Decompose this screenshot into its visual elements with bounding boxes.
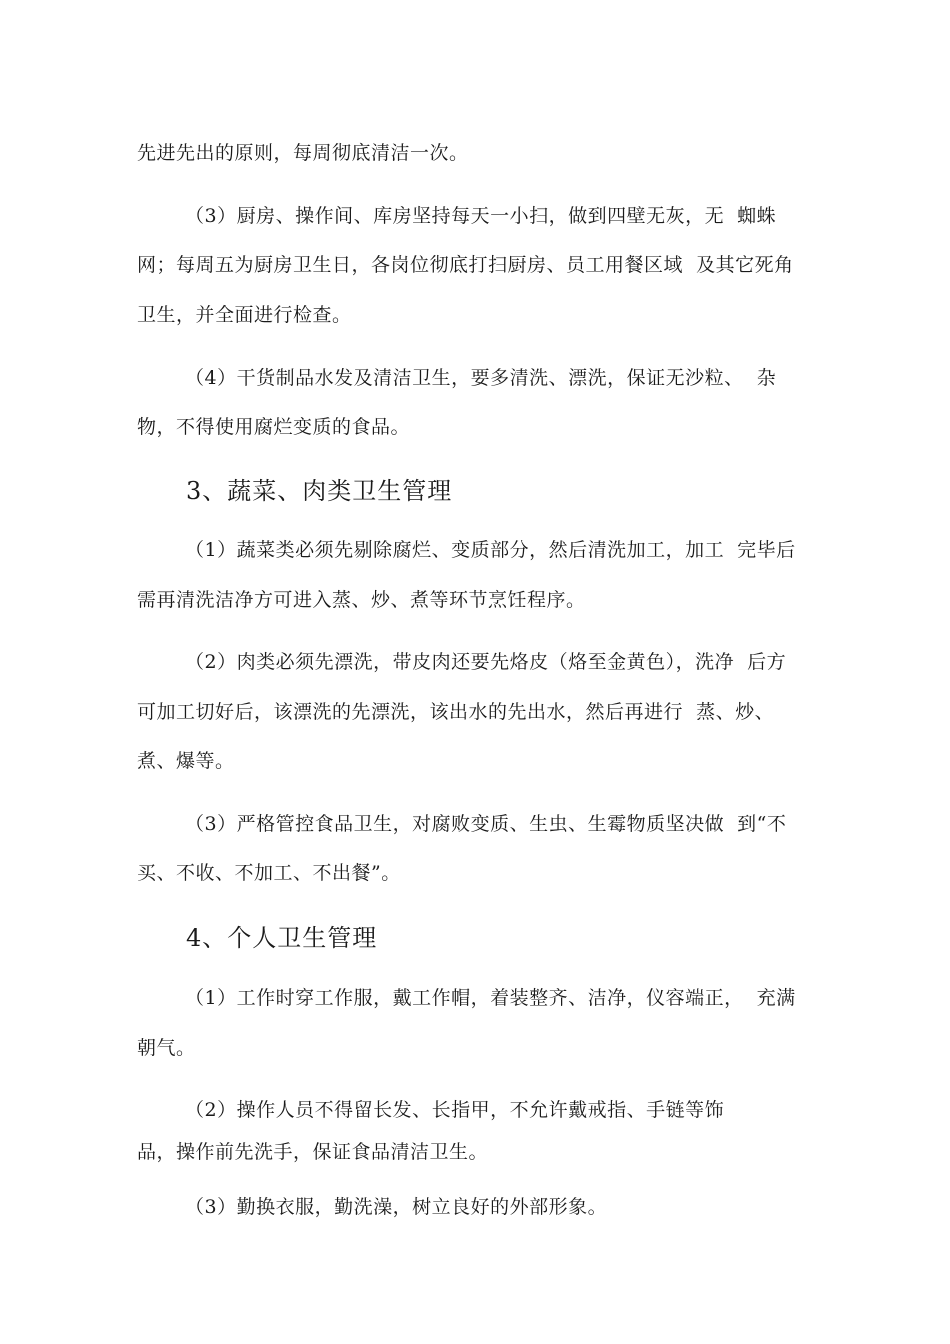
text-line-2: （3）厨房、操作间、库房坚持每天一小扫，做到四壁无灰，无 蜘蛛: [185, 205, 777, 227]
text-line-11: 可加工切好后，该漂洗的先漂洗，该出水的先出水，然后再进行 蒸、炒、: [137, 701, 775, 723]
section-heading-3: 3、蔬菜、肉类卫生管理: [186, 477, 453, 505]
text-line-14: 买、不收、不加工、不出餐”。: [137, 862, 401, 884]
text-line-16: （1）工作时穿工作服，戴工作帽，着装整齐、洁净，仪容端正， 充满: [185, 987, 796, 1009]
text-line-19: 品，操作前先洗手，保证食品清洁卫生。: [137, 1141, 489, 1163]
text-line-18: （2）操作人员不得留长发、长指甲，不允许戴戒指、手链等饰: [185, 1099, 725, 1121]
text-line-9: 需再清洗洁净方可进入蒸、炒、煮等环节烹饪程序。: [137, 589, 586, 611]
text-line-5: （4）干货制品水发及清洁卫生，要多清洗、漂洗，保证无沙粒、 杂: [185, 367, 777, 389]
text-line-3: 网；每周五为厨房卫生日，各岗位彻底打扫厨房、员工用餐区域 及其它死角: [137, 254, 794, 276]
text-line-20: （3）勤换衣服，勤洗澡，树立良好的外部形象。: [185, 1196, 608, 1218]
text-line-12: 煮、爆等。: [137, 750, 235, 772]
section-heading-4: 4、个人卫生管理: [186, 924, 378, 952]
text-line-8: （1）蔬菜类必须先剔除腐烂、变质部分，然后清洗加工，加工 完毕后: [185, 539, 796, 561]
text-line-10: （2）肉类必须先漂洗，带皮肉还要先烙皮（烙至金黄色），洗净 后方: [185, 651, 787, 673]
text-line-17: 朝气。: [137, 1037, 196, 1059]
text-line-4: 卫生，并全面进行检查。: [137, 304, 352, 326]
text-line-1: 先进先出的原则，每周彻底清洁一次。: [137, 142, 469, 164]
text-line-13: （3）严格管控食品卫生，对腐败变质、生虫、生霉物质坚决做 到“不: [185, 813, 787, 835]
text-line-6: 物，不得使用腐烂变质的食品。: [137, 416, 411, 438]
